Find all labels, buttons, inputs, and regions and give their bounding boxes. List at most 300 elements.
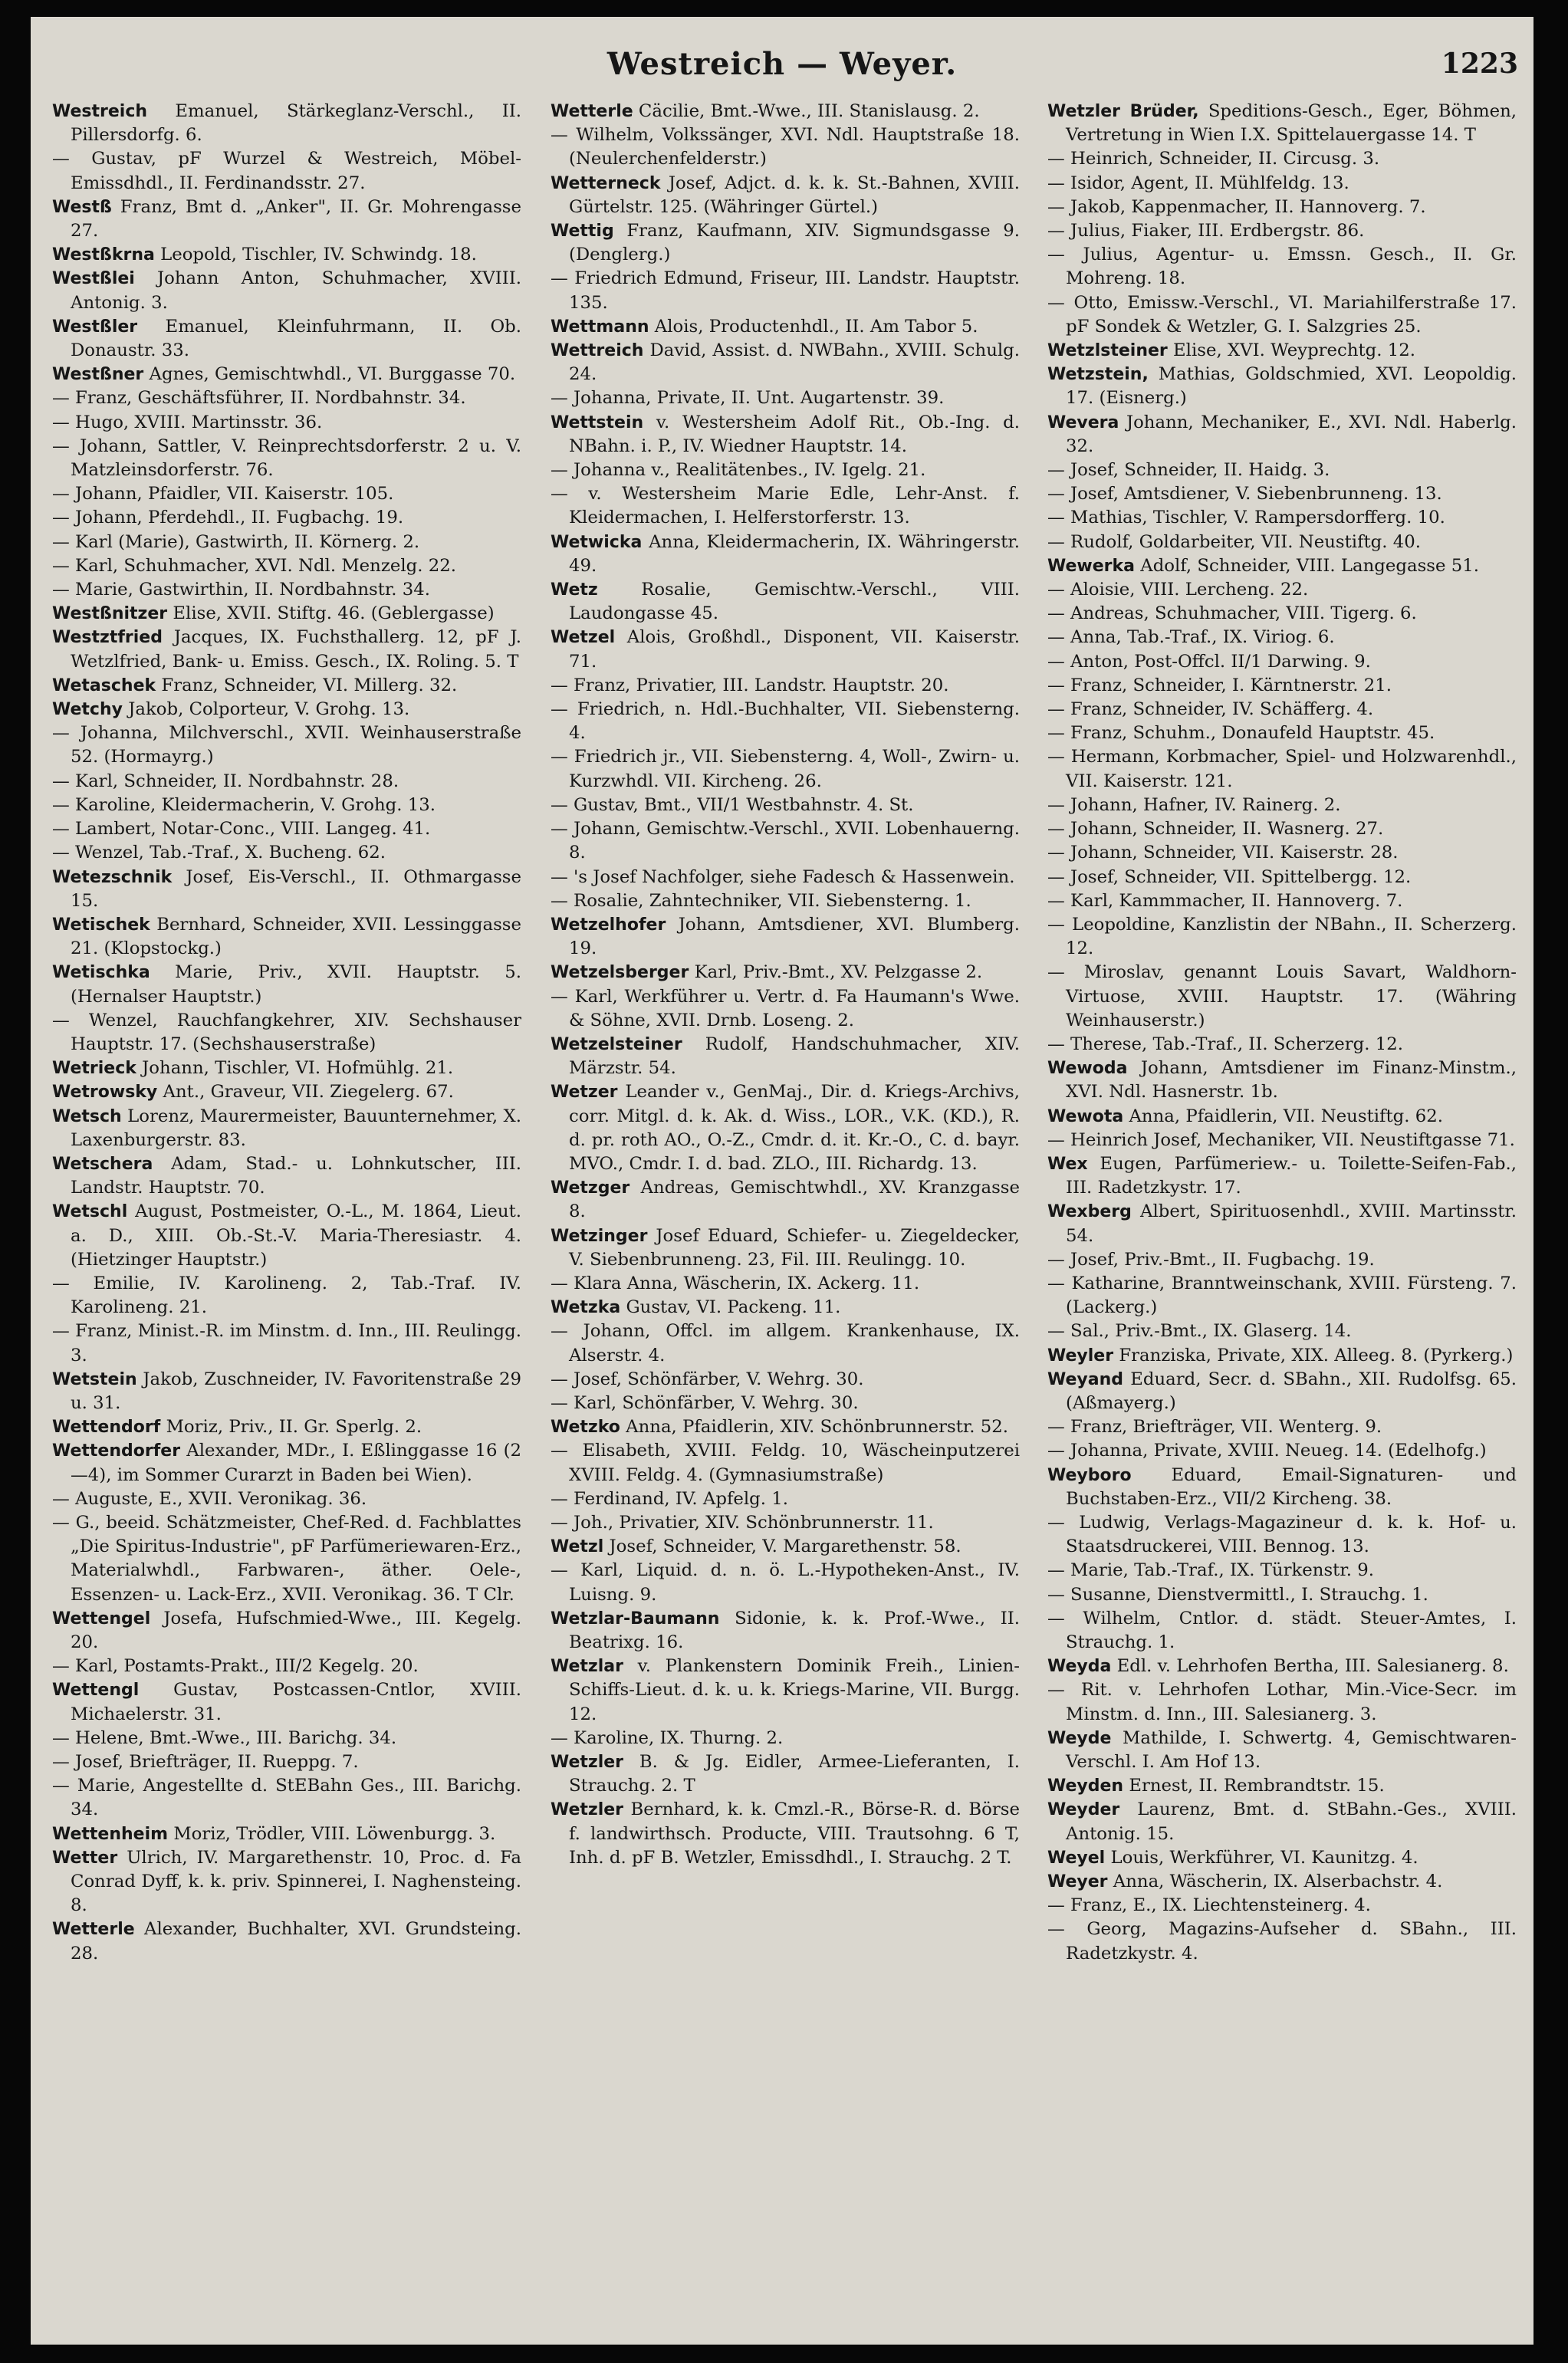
directory-entry	[52, 1511, 521, 1607]
entry-details: — Anna, Tab.-Traf., IX. Viriog. 6.	[1047, 627, 1335, 648]
entry-details: — Josef, Briefträger, II. Rueppg. 7.	[52, 1752, 359, 1773]
column-2	[551, 100, 1020, 2308]
entry-surname: Weyden	[1047, 1776, 1124, 1796]
entry-surname: Wewerka	[1047, 556, 1135, 576]
entry-surname: Weyler	[1047, 1346, 1114, 1366]
entry-details: Karl, Priv.-Bmt., XV. Pelzgasse 2.	[694, 962, 983, 983]
directory-entry	[1047, 1655, 1517, 1678]
entry-details: — Friedrich, n. Hdl.-Buchhalter, VII. Siebensterng. 4.	[551, 699, 1020, 744]
directory-entry	[52, 435, 521, 482]
entry-surname: Wex	[1047, 1154, 1088, 1174]
entry-details: Eduard, Secr. d. SBahn., XII. Rudolfsg. 65. (Aßmayerg.)	[1066, 1369, 1517, 1413]
directory-entry	[1047, 1152, 1517, 1200]
directory-entry	[551, 339, 1020, 386]
entry-surname: Wetterle	[52, 1920, 135, 1940]
directory-entry	[52, 1846, 521, 1918]
entry-details: — Franz, E., IX. Liechtensteinerg. 4.	[1047, 1895, 1371, 1916]
entry-details: Louis, Werkführer, VI. Kaunitzg. 4.	[1110, 1847, 1418, 1868]
entry-details: — Marie, Angestellte d. StEBahn Ges., III. Barichg. 34.	[52, 1776, 521, 1820]
directory-entry	[52, 1105, 521, 1152]
directory-entry	[551, 674, 1020, 698]
entry-surname: Wetzelsberger	[551, 963, 689, 983]
directory-entry	[551, 913, 1020, 961]
directory-entry	[1047, 1320, 1517, 1343]
directory-entry	[551, 123, 1020, 171]
entry-details: Agnes, Gemischtwhdl., VI. Burggasse 70.	[149, 364, 516, 385]
directory-entry	[1047, 578, 1517, 602]
directory-entry	[551, 1439, 1020, 1487]
directory-entry	[551, 267, 1020, 314]
directory-entry	[551, 1080, 1020, 1176]
entry-details: Ernest, II. Rembrandtstr. 15.	[1129, 1776, 1385, 1796]
entry-details: Johann, Amtsdiener, XVI. Blumberg. 19.	[569, 914, 1020, 959]
entry-surname: Westßler	[52, 317, 138, 337]
entry-details: Anna, Wäscherin, IX. Alserbachstr. 4.	[1113, 1872, 1443, 1892]
entry-surname: Wetzko	[551, 1418, 620, 1438]
directory-entry	[52, 363, 521, 386]
entry-details: — Hermann, Korbmacher, Spiel- und Holzwarenhdl., VII. Kaiserstr. 121.	[1047, 747, 1517, 791]
entry-surname: Wetzlar	[551, 1657, 623, 1677]
entry-details: Josef, Adjct. d. k. k. St.-Bahnen, XVIII. Gürtelstr. 125. (Währinger Gürtel.)	[569, 173, 1020, 217]
entry-details: — Lambert, Notar-Conc., VIII. Langeg. 41.	[52, 819, 431, 840]
entry-details: — 's Josef Nachfolger, siehe Fadesch & Hassenwein.	[551, 866, 1015, 887]
entry-details: — Joh., Privatier, XIV. Schönbrunnerstr. 11.	[551, 1512, 934, 1533]
directory-entry	[551, 1224, 1020, 1272]
directory-entry	[52, 386, 521, 410]
directory-entry	[1047, 626, 1517, 649]
directory-entry	[1047, 1774, 1517, 1798]
entry-surname: Weyde	[1047, 1728, 1112, 1748]
entry-details: — Georg, Magazins-Aufseher d. SBahn., III. Radetzkystr. 4.	[1047, 1919, 1517, 1964]
directory-entry	[52, 100, 521, 147]
entry-details: — Rudolf, Goldarbeiter, VII. Neustiftg. 40.	[1047, 531, 1422, 552]
entry-details: — Helene, Bmt.-Wwe., III. Barichg. 34.	[52, 1727, 397, 1748]
entry-surname: Wetzler	[551, 1800, 624, 1820]
entry-details: — Josef, Amtsdiener, V. Siebenbrunneng. 13.	[1047, 484, 1442, 504]
directory-entry	[551, 1392, 1020, 1415]
directory-entry	[551, 745, 1020, 793]
entry-surname: Wetter	[52, 1848, 118, 1868]
entry-details: Leopold, Tischler, IV. Schwindg. 18.	[160, 245, 477, 265]
entry-details: — Isidor, Agent, II. Mühlfeldg. 13.	[1047, 173, 1349, 193]
entry-surname: Wetzl	[551, 1537, 604, 1557]
entry-details: v. Westersheim Adolf Rit., Ob.-Ing. d. NBahn. i. P., IV. Wiedner Hauptstr. 14.	[569, 412, 1020, 456]
directory-entry	[1047, 1607, 1517, 1655]
entry-details: — Karl, Werkführer u. Vertr. d. Fa Haumann's Wwe. & Söhne, XVII. Drnb. Loseng. 2.	[551, 986, 1020, 1030]
entry-details: v. Plankenstern Dominik Freih., Linien-Schiffs-Lieut. d. k. u. k. Kriegs-Marine, VII. Burgg. 12.	[569, 1656, 1020, 1724]
directory-entry	[52, 770, 521, 794]
directory-columns	[52, 100, 1524, 2308]
entry-details: Franz, Kaufmann, XIV. Sigmundsgasse 9. (Denglerg.)	[569, 221, 1020, 265]
directory-entry	[52, 1655, 521, 1678]
entry-surname: Wetzelsteiner	[551, 1034, 682, 1054]
directory-entry	[1047, 363, 1517, 410]
directory-entry	[52, 1678, 521, 1726]
entry-details: Franz, Schneider, VI. Millerg. 32.	[161, 675, 458, 695]
directory-entry	[1047, 291, 1517, 339]
directory-entry	[1047, 817, 1517, 841]
directory-entry	[1047, 1057, 1517, 1104]
entry-details: Franz, Bmt d. „Anker", II. Gr. Mohrengasse 27.	[71, 196, 521, 242]
page-title: Westreich — Weyer.	[606, 46, 958, 82]
directory-entry	[52, 1607, 521, 1655]
entry-details: Lorenz, Maurermeister, Bauunternehmer, X. Laxenburgerstr. 83.	[71, 1106, 521, 1150]
directory-entry	[551, 458, 1020, 482]
entry-surname: Wetzlar-Baumann	[551, 1609, 720, 1628]
entry-surname: Wetschl	[52, 1202, 128, 1222]
directory-entry	[551, 1535, 1020, 1559]
entry-details: Mathilde, I. Schwertg. 4, Gemischtwaren-Verschl. I. Am Hof 13.	[1066, 1727, 1517, 1773]
entry-details: — Friedrich jr., VII. Siebensterng. 4, Woll-, Zwirn- u. Kurzwhdl. VII. Kircheng. 26.	[551, 747, 1020, 791]
entry-details: Alois, Productenhdl., II. Am Tabor 5.	[654, 316, 978, 337]
entry-details: Jakob, Zuschneider, IV. Favoritenstraße 29 u. 31.	[71, 1369, 521, 1413]
entry-details: — Klara Anna, Wäscherin, IX. Ackerg. 11.	[551, 1273, 920, 1293]
entry-surname: Wetrieck	[52, 1059, 136, 1079]
entry-details: — Andreas, Schuhmacher, VIII. Tigerg. 6.	[1047, 603, 1417, 624]
entry-details: — Josef, Priv.-Bmt., II. Fugbachg. 19.	[1047, 1249, 1375, 1270]
entry-details: — Therese, Tab.-Traf., II. Scherzerg. 12.	[1047, 1034, 1404, 1054]
directory-entry	[551, 1511, 1020, 1535]
entry-surname: Westßlei	[52, 269, 135, 289]
directory-entry	[551, 1750, 1020, 1798]
directory-entry	[52, 626, 521, 673]
directory-entry	[1047, 1248, 1517, 1272]
entry-details: Eugen, Parfümeriew.- u. Toilette-Seifen-Fab., III. Radetzkystr. 17.	[1066, 1153, 1517, 1198]
directory-entry	[551, 1607, 1020, 1655]
entry-surname: Wetrowsky	[52, 1083, 158, 1103]
entry-details: — Josef, Schneider, VII. Spittelbergg. 12.	[1047, 866, 1412, 887]
entry-details: — Jakob, Kappenmacher, II. Hannoverg. 7.	[1047, 196, 1426, 217]
entry-details: Bernhard, Schneider, XVII. Lessinggasse 21. (Klopstockg.)	[71, 914, 521, 959]
directory-entry	[1047, 1846, 1517, 1870]
entry-details: Elise, XVI. Weyprechtg. 12.	[1173, 340, 1416, 361]
entry-surname: Wetzel	[551, 628, 616, 648]
directory-entry	[52, 554, 521, 578]
entry-details: Rudolf, Handschuhmacher, XIV. Märzstr. 54.	[569, 1034, 1020, 1079]
entry-details: — Karoline, Kleidermacherin, V. Grohg. 13.	[52, 794, 436, 815]
entry-surname: Westztfried	[52, 628, 163, 648]
directory-entry	[1047, 1129, 1517, 1152]
directory-entry	[1047, 1344, 1517, 1368]
directory-entry	[551, 985, 1020, 1033]
directory-entry	[551, 698, 1020, 745]
entry-details: Sidonie, k. k. Prof.-Wwe., II. Beatrixg. 16.	[569, 1608, 1020, 1652]
entry-surname: Westßnitzer	[52, 604, 168, 624]
directory-entry	[1047, 196, 1517, 219]
entry-details: — Karl (Marie), Gastwirth, II. Körnerg. 2.	[52, 531, 420, 552]
directory-entry	[551, 866, 1020, 889]
directory-entry	[551, 1487, 1020, 1511]
entry-details: — G., beeid. Schätzmeister, Chef-Red. d. Fachblattes „Die Spiritus-Industrie", pF Parfümeriewaren-Erz., Materialwhdl., Farbwaren-, äther. Oele-, Essenzen- u. Lack-Erz., XVII. Veronikag. 36. T Clr.	[52, 1512, 521, 1605]
directory-entry	[1047, 961, 1517, 1033]
directory-entry	[1047, 531, 1517, 554]
entry-surname: Westß	[52, 197, 112, 217]
entry-details: Jacques, IX. Fuchsthallerg. 12, pF J. Wetzlfried, Bank- u. Emiss. Gesch., IX. Roling. 5. T	[71, 627, 521, 672]
directory-entry	[1047, 1918, 1517, 1965]
directory-entry	[52, 1750, 521, 1774]
entry-details: — Katharine, Branntweinschank, XVIII. Fürsteng. 7. (Lackerg.)	[1047, 1273, 1517, 1318]
entry-details: Alois, Großhdl., Disponent, VII. Kaiserstr. 71.	[569, 627, 1020, 672]
entry-surname: Wettenheim	[52, 1824, 169, 1844]
entry-details: — Anton, Post-Offcl. II/1 Darwing. 9.	[1047, 651, 1371, 672]
entry-details: Moriz, Priv., II. Gr. Sperlg. 2.	[166, 1417, 422, 1438]
directory-entry	[52, 1487, 521, 1511]
entry-details: — Wenzel, Tab.-Traf., X. Bucheng. 62.	[52, 843, 386, 863]
directory-entry	[52, 267, 521, 314]
directory-entry	[551, 578, 1020, 626]
directory-entry	[52, 1009, 521, 1057]
directory-entry	[551, 626, 1020, 673]
entry-details: — Franz, Geschäftsführer, II. Nordbahnstr. 34.	[52, 388, 466, 409]
directory-entry	[1047, 913, 1517, 961]
directory-entry	[52, 961, 521, 1008]
directory-entry	[1047, 889, 1517, 913]
directory-entry	[52, 1415, 521, 1439]
directory-entry	[1047, 554, 1517, 578]
entry-details: — Susanne, Dienstvermittl., I. Strauchg. 1.	[1047, 1584, 1428, 1605]
directory-entry	[551, 1727, 1020, 1750]
entry-details: Laurenz, Bmt. d. StBahn.-Ges., XVIII. Antonig. 15.	[1066, 1799, 1517, 1844]
directory-entry	[1047, 506, 1517, 530]
entry-details: Rosalie, Gemischtw.-Verschl., VIII. Laudongasse 45.	[569, 580, 1020, 624]
entry-details: — Miroslav, genannt Louis Savart, Waldhorn-Virtuose, XVIII. Hauptstr. 17. (Währing Weinhauserstr.)	[1047, 962, 1517, 1030]
entry-details: Ant., Graveur, VII. Ziegelerg. 67.	[163, 1082, 454, 1103]
entry-details: — Karl, Schneider, II. Nordbahnstr. 28.	[52, 771, 399, 791]
directory-entry	[1047, 1583, 1517, 1607]
entry-details: — Marie, Tab.-Traf., IX. Türkenstr. 9.	[1047, 1560, 1374, 1581]
entry-details: Edl. v. Lehrhofen Bertha, III. Salesianerg. 8.	[1116, 1656, 1509, 1677]
entry-details: — Gustav, Bmt., VII/1 Westbahnstr. 4. St.	[551, 794, 914, 815]
directory-entry	[1047, 1894, 1517, 1918]
entry-details: — Johann, Hafner, IV. Rainerg. 2.	[1047, 794, 1341, 815]
entry-details: — Ludwig, Verlags-Magazineur d. k. k. Hof- u. Staatsdruckerei, VIII. Bennog. 13.	[1047, 1512, 1517, 1557]
directory-entry	[52, 1439, 521, 1487]
entry-details: — Franz, Briefträger, VII. Wenterg. 9.	[1047, 1417, 1382, 1438]
directory-entry	[52, 1057, 521, 1080]
entry-details: — Karl, Liquid. d. n. ö. L.-Hypotheken-Anst., IV. Luisng. 9.	[551, 1560, 1020, 1605]
entry-surname: Wettreich	[551, 341, 644, 361]
entry-surname: Wetzka	[551, 1298, 621, 1318]
entry-details: Josef Eduard, Schiefer- u. Ziegeldecker, V. Siebenbrunneng. 23, Fil. III. Reulingg. 10.	[569, 1225, 1020, 1270]
directory-entry	[52, 674, 521, 698]
directory-entry	[1047, 1727, 1517, 1774]
directory-entry	[52, 817, 521, 841]
entry-details: — Karl, Kammmacher, II. Hannoverg. 7.	[1047, 890, 1403, 911]
entry-details: Albert, Spirituosenhdl., XVIII. Martinsstr. 54.	[1066, 1201, 1517, 1246]
entry-details: — Franz, Schneider, I. Kärntnerstr. 21.	[1047, 675, 1392, 695]
entry-surname: Wetwicka	[551, 532, 643, 552]
entry-details: — Sal., Priv.-Bmt., IX. Glaserg. 14.	[1047, 1321, 1352, 1342]
entry-details: — Johann, Pfaidler, VII. Kaiserstr. 105.	[52, 484, 394, 504]
directory-entry	[1047, 1798, 1517, 1845]
entry-details: — Josef, Schneider, II. Haidg. 3.	[1047, 460, 1330, 481]
directory-entry	[1047, 100, 1517, 147]
entry-details: Emanuel, Stärkeglanz-Verschl., II. Pillersdorfg. 6.	[71, 101, 521, 146]
directory-entry	[551, 1176, 1020, 1224]
entry-surname: Wetzer	[551, 1083, 618, 1103]
entry-details: Anna, Pfaidlerin, VII. Neustiftg. 62.	[1129, 1106, 1443, 1126]
entry-surname: Wetischek	[52, 915, 150, 935]
directory-entry	[551, 1033, 1020, 1080]
entry-details: — Johann, Schneider, II. Wasnerg. 27.	[1047, 819, 1384, 840]
directory-entry	[52, 866, 521, 913]
directory-entry	[1047, 698, 1517, 721]
directory-entry	[1047, 1870, 1517, 1894]
directory-entry	[1047, 482, 1517, 506]
entry-details: — Rosalie, Zahntechniker, VII. Siebensterng. 1.	[551, 890, 971, 911]
directory-entry	[52, 698, 521, 721]
directory-entry	[1047, 1439, 1517, 1463]
entry-details: — Rit. v. Lehrhofen Lothar, Min.-Vice-Secr. im Minstm. d. Inn., III. Salesianerg. 3.	[1047, 1680, 1517, 1724]
directory-entry	[52, 147, 521, 195]
entry-surname: Wetezschnik	[52, 867, 173, 887]
entry-details: — Johann, Schneider, VII. Kaiserstr. 28.	[1047, 843, 1399, 863]
entry-details: Franziska, Private, XIX. Alleeg. 8. (Pyrkerg.)	[1119, 1345, 1514, 1366]
directory-entry	[1047, 243, 1517, 291]
directory-entry	[52, 794, 521, 817]
directory-entry	[1047, 339, 1517, 363]
directory-entry	[551, 1296, 1020, 1320]
entry-details: — Gustav, pF Wurzel & Westreich, Möbel-Emissdhdl., II. Ferdinandsstr. 27.	[52, 149, 521, 193]
entry-details: Johann, Amtsdiener im Finanz-Minstm., XVI. Ndl. Hasnerstr. 1b.	[1066, 1058, 1517, 1103]
directory-entry	[1047, 721, 1517, 745]
directory-entry	[52, 1152, 521, 1200]
directory-entry	[551, 794, 1020, 817]
directory-entry	[1047, 1678, 1517, 1726]
entry-details: — Marie, Gastwirthin, II. Nordbahnstr. 34.	[52, 580, 431, 600]
directory-entry	[52, 315, 521, 363]
entry-details: — Johanna, Milchverschl., XVII. Weinhauserstraße 52. (Hormayrg.)	[52, 723, 521, 767]
entry-details: Alexander, Buchhalter, XVI. Grundsteing. 28.	[71, 1919, 521, 1964]
entry-details: — Auguste, E., XVII. Veronikag. 36.	[52, 1488, 367, 1509]
directory-entry	[1047, 745, 1517, 793]
directory-entry	[551, 100, 1020, 123]
entry-details: Gustav, Postcassen-Cntlor, XVIII. Michaelerstr. 31.	[71, 1680, 521, 1724]
entry-details: — Hugo, XVIII. Martinsstr. 36.	[52, 412, 323, 432]
directory-entry	[1047, 866, 1517, 889]
directory-entry	[52, 1368, 521, 1415]
entry-details: Anna, Pfaidlerin, XIV. Schönbrunnerstr. 52.	[626, 1417, 1009, 1438]
entry-surname: Wettmann	[551, 317, 649, 337]
entry-surname: Wetchy	[52, 700, 123, 720]
entry-details: — Wilhelm, Cntlor. d. städt. Steuer-Amtes, I. Strauchg. 1.	[1047, 1608, 1517, 1652]
entry-surname: Wewoda	[1047, 1059, 1128, 1079]
column-1	[52, 100, 521, 2308]
directory-entry	[52, 506, 521, 530]
entry-surname: Wetterle	[551, 102, 633, 121]
directory-entry	[551, 386, 1020, 410]
entry-details: — Johanna v., Realitätenbes., IV. Igelg. 21.	[551, 460, 926, 481]
entry-details: Emanuel, Kleinfuhrmann, II. Ob. Donaustr. 33.	[71, 316, 521, 361]
directory-entry	[1047, 602, 1517, 626]
entry-details: B. & Jg. Eidler, Armee-Lieferanten, I. Strauchg. 2. T	[569, 1752, 1020, 1796]
entry-surname: Wetzstein,	[1047, 365, 1149, 385]
entry-details: Speditions-Gesch., Eger, Böhmen, Vertretung in Wien I.X. Spittelauergasse 14. T	[1066, 101, 1517, 146]
directory-entry	[1047, 147, 1517, 171]
entry-details: Adolf, Schneider, VIII. Langegasse 51.	[1140, 555, 1479, 576]
entry-surname: Weyda	[1047, 1657, 1112, 1677]
directory-entry	[1047, 794, 1517, 817]
entry-details: — Johann, Sattler, V. Reinprechtsdorferstr. 2 u. V. Matzleinsdorferstr. 76.	[52, 435, 521, 481]
entry-details: Johann, Mechaniker, E., XVI. Ndl. Haberlg. 32.	[1066, 412, 1517, 456]
entry-surname: Wetterneck	[551, 173, 661, 193]
entry-details: — Johann, Pferdehdl., II. Fugbachg. 19.	[52, 508, 404, 528]
directory-entry	[551, 1415, 1020, 1439]
directory-entry	[551, 1798, 1020, 1870]
directory-entry	[52, 1080, 521, 1104]
entry-surname: Wetzinger	[551, 1226, 648, 1246]
entry-details: — Franz, Schuhm., Donaufeld Hauptstr. 45.	[1047, 723, 1435, 744]
entry-details: — Heinrich Josef, Mechaniker, VII. Neustiftgasse 71.	[1047, 1129, 1515, 1150]
directory-entry	[52, 1200, 521, 1272]
entry-surname: Wetzelhofer	[551, 915, 666, 935]
directory-entry	[1047, 219, 1517, 243]
entry-surname: Westßkrna	[52, 245, 155, 265]
entry-details: Johann Anton, Schuhmacher, XVIII. Antonig. 3.	[71, 268, 521, 313]
entry-details: — Otto, Emissw.-Verschl., VI. Mariahilferstraße 17. pF Sondek & Wetzler, G. I. Salzgries 25.	[1047, 292, 1517, 337]
directory-entry	[1047, 411, 1517, 458]
entry-details: Josefa, Hufschmied-Wwe., III. Kegelg. 20.	[71, 1608, 521, 1652]
entry-details: — Franz, Minist.-R. im Minstm. d. Inn., III. Reulingg. 3.	[52, 1321, 521, 1366]
directory-entry	[52, 602, 521, 626]
entry-surname: Weyand	[1047, 1369, 1123, 1389]
entry-details: — Julius, Agentur- u. Emssn. Gesch., II. Gr. Mohreng. 18.	[1047, 245, 1517, 289]
directory-entry	[551, 172, 1020, 219]
directory-entry	[1047, 1511, 1517, 1559]
directory-entry	[52, 1918, 521, 1965]
directory-entry	[52, 913, 521, 961]
entry-surname: Wettendorfer	[52, 1441, 181, 1461]
directory-entry	[1047, 1415, 1517, 1439]
directory-entry	[52, 1822, 521, 1846]
page-number: 1223	[1441, 48, 1518, 80]
entry-surname: Wettendorf	[52, 1418, 161, 1438]
entry-details: Johann, Tischler, VI. Hofmühlg. 21.	[142, 1058, 454, 1079]
directory-entry	[551, 411, 1020, 458]
entry-details: Mathias, Goldschmied, XVI. Leopoldig. 17. (Eisnerg.)	[1066, 364, 1517, 409]
directory-entry	[52, 1320, 521, 1367]
directory-entry	[551, 889, 1020, 913]
entry-details: Moriz, Trödler, VIII. Löwenburgg. 3.	[173, 1823, 496, 1844]
directory-entry	[1047, 674, 1517, 698]
directory-entry	[551, 1272, 1020, 1296]
entry-details: — Ferdinand, IV. Apfelg. 1.	[551, 1488, 789, 1509]
entry-surname: Wexberg	[1047, 1202, 1132, 1222]
directory-entry	[1047, 650, 1517, 674]
entry-details: Alexander, MDr., I. Eßlinggasse 16 (2—4), im Sommer Curarzt in Baden bei Wien).	[71, 1441, 521, 1485]
entry-details: — Emilie, IV. Karolineng. 2, Tab.-Traf. IV. Karolineng. 21.	[52, 1273, 521, 1318]
entry-details: — Heinrich, Schneider, II. Circusg. 3.	[1047, 149, 1380, 169]
entry-surname: Wetzler	[551, 1753, 624, 1773]
entry-details: — Wenzel, Rauchfangkehrer, XIV. Sechshauser Hauptstr. 17. (Sechshauserstraße)	[52, 1010, 521, 1054]
entry-surname: Wetsch	[52, 1106, 122, 1126]
directory-entry	[52, 482, 521, 506]
directory-entry	[52, 243, 521, 267]
directory-entry	[1047, 172, 1517, 196]
entry-details: — Aloisie, VIII. Lercheng. 22.	[1047, 580, 1309, 600]
directory-entry	[1047, 1559, 1517, 1582]
directory-entry	[1047, 1368, 1517, 1415]
directory-entry	[52, 578, 521, 602]
entry-details: Anna, Kleidermacherin, IX. Währingerstr. 49.	[569, 531, 1020, 576]
entry-details: Leander v., GenMaj., Dir. d. Kriegs-Archivs, corr. Mitgl. d. k. Ak. d. Wiss., LOR., V.K. (KD.), R. d. pr. roth AO., O.-Z., Cmdr. d. it. Kr.-O., C. d. bayr. MVO., Cmdr. I. d. bad. ZLO., III. Richardg. 13.	[569, 1082, 1020, 1174]
entry-surname: Wettengel	[52, 1609, 151, 1628]
entry-surname: Wettstein	[551, 412, 644, 432]
entry-details: Cäcilie, Bmt.-Wwe., III. Stanislausg. 2.	[638, 101, 980, 121]
entry-surname: Wetzger	[551, 1178, 630, 1198]
entry-surname: Wetstein	[52, 1369, 137, 1389]
entry-details: Eduard, Email-Signaturen- und Buchstaben-Erz., VII/2 Kircheng. 38.	[1066, 1464, 1517, 1509]
